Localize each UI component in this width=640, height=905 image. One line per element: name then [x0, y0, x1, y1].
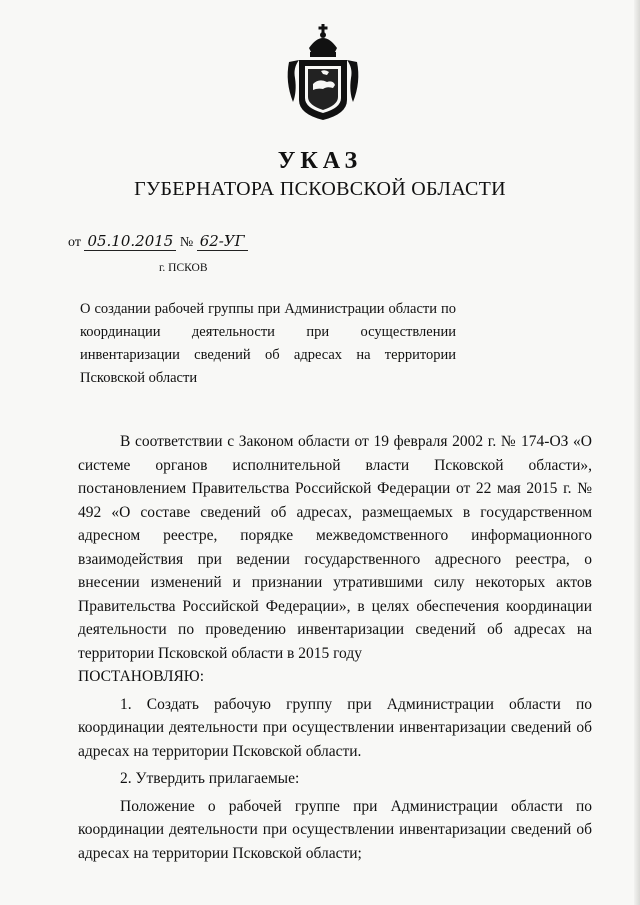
item-1-paragraph: 1. Создать рабочую группу при Администрации области по координации деятельности при осуществлении инвентаризации сведений об адресах на территории Псковской области.: [78, 695, 592, 760]
document-title: УКАЗ: [277, 148, 363, 174]
city-label: г. ПСКОВ: [159, 262, 208, 274]
handwritten-date: 05.10.2015: [84, 232, 176, 251]
number-prefix: №: [179, 235, 194, 250]
decree-body: [78, 430, 592, 869]
page-edge-shadow: [634, 0, 640, 905]
item-2-paragraph: 2. Утвердить прилагаемые:: [120, 770, 300, 787]
date-number-line: [68, 232, 248, 251]
decree-subject: О создании рабочей группы при Администрации области по координации деятельности при осуществлении инвентаризации сведений об адресах на территории Псковской области: [80, 301, 456, 386]
preamble-paragraph: В соответствии с Законом области от 19 февраля 2002 г. № 174-ОЗ «О системе органов исполнительной власти Псковской области», постановлением Правительства Российской Федерации от 22 мая 2015 г. № 492 «О составе сведений об адресах, размещаемых в государственном адресном реестре, порядке межведомственного информационного взаимодействия при ведении государственного адресного реестра, о внесении изменений и признании утратившими силу некоторых актов Правительства Российской Федерации», в целях обеспечения координации деятельности по проведению инвентаризации сведений об адресах на территории Псковской области в 2015 году: [78, 433, 592, 662]
handwritten-number: 62-УГ: [197, 232, 248, 251]
decree-word: ПОСТАНОВЛЯЮ:: [78, 668, 205, 685]
item-2-sub-1-paragraph: Положение о рабочей группе при Администрации области по координации деятельности при осуществлении инвентаризации сведений об адресах на территории Псковской области;: [78, 797, 592, 862]
pskov-coat-of-arms-icon: [283, 22, 363, 122]
document-subtitle: ГУБЕРНАТОРА ПСКОВСКОЙ ОБЛАСТИ: [134, 178, 506, 200]
date-prefix: от: [68, 235, 81, 250]
